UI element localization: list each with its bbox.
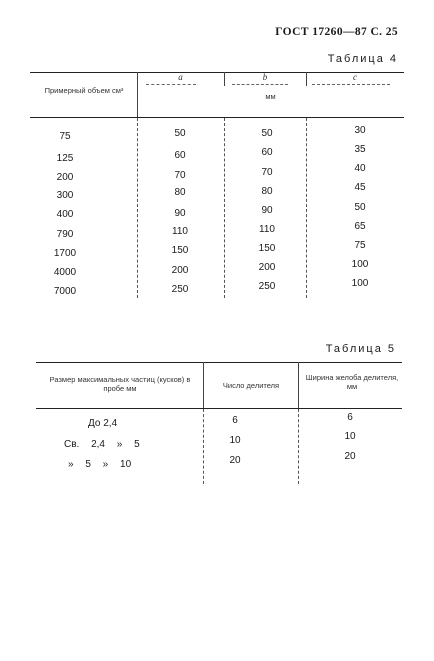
table5-cell-count: 10 [229, 435, 241, 446]
table4-body-divider-2 [224, 118, 225, 298]
table5-cell-width: 10 [344, 431, 356, 442]
table5-cell-size: » 5 » 10 [68, 459, 132, 470]
table4-cell-b: 200 [258, 262, 276, 273]
table5-body-divider-1 [203, 409, 204, 484]
table5-col-divider-2 [298, 362, 299, 408]
table4-cell-b: 60 [261, 147, 273, 158]
table5-cell-size: До 2,4 [88, 418, 118, 429]
table4-cell-a: 70 [174, 170, 186, 181]
table4-cell-c: 30 [354, 125, 366, 136]
table4-cell-volume: 75 [59, 131, 71, 142]
table5-body-divider-2 [298, 409, 299, 484]
table4-header-rule [30, 117, 404, 118]
table4-header-a: a [178, 72, 183, 82]
table4-cell-volume: 7000 [53, 286, 77, 297]
table4-header-c: c [353, 72, 357, 82]
table4-cell-c: 45 [354, 182, 366, 193]
table4-header-unit: мм [265, 92, 276, 101]
table5-cell-size: Св. 2,4 » 5 [64, 439, 140, 450]
table4-cell-c: 40 [354, 163, 366, 174]
table4-cell-c: 100 [351, 259, 369, 270]
table5-header-rule [36, 408, 402, 409]
table4-cell-volume: 200 [56, 172, 74, 183]
table4-cell-a: 250 [171, 284, 189, 295]
table4-cell-c: 65 [354, 221, 366, 232]
table4-cell-b: 110 [259, 224, 275, 235]
table4-subheader-rule-b [232, 84, 288, 85]
table4-cell-c: 75 [354, 240, 366, 251]
table4-cell-c: 100 [351, 278, 369, 289]
table5-top-rule [36, 362, 402, 363]
table4-body-divider-1 [137, 118, 138, 298]
table5-cell-count: 6 [232, 415, 238, 426]
table4-header-b: b [262, 72, 268, 82]
table5-header-slot-width: Ширина желоба делителя, мм [305, 373, 399, 391]
table4-cell-c: 35 [354, 144, 366, 155]
table4-cell-volume: 790 [56, 229, 74, 240]
table4-cell-a: 110 [172, 226, 188, 237]
table4-cell-b: 150 [258, 243, 276, 254]
table4-cell-a: 90 [174, 208, 186, 219]
table4-cell-a: 60 [174, 150, 186, 161]
table5-cell-width: 20 [344, 451, 356, 462]
table4-cell-volume: 125 [56, 153, 74, 164]
table5-caption: Таблица 5 [325, 343, 396, 355]
table5-cell-count: 20 [229, 455, 241, 466]
table4-cell-volume: 4000 [53, 267, 77, 278]
table4-subheader-rule-a [146, 84, 196, 85]
table4-caption: Таблица 4 [327, 53, 398, 65]
table4-cell-volume: 300 [56, 190, 74, 201]
table4-cell-b: 250 [258, 281, 276, 292]
table4-cell-volume: 400 [56, 209, 74, 220]
table5-cell-width: 6 [347, 412, 353, 423]
table4-subheader-rule-c [312, 84, 390, 85]
table4-body-divider-3 [306, 118, 307, 298]
table4-cell-b: 50 [261, 128, 273, 139]
table5-header-divider-count: Число делителя [222, 381, 280, 390]
table4-header-volume: Примерный объем см³ [44, 86, 124, 95]
table4-cell-b: 80 [261, 186, 273, 197]
table4-cell-b: 70 [261, 167, 273, 178]
table4-cell-b: 90 [261, 205, 273, 216]
table4-cell-volume: 1700 [53, 248, 77, 259]
table4-cell-a: 150 [171, 245, 189, 256]
table5-header-particle-size: Размер максимальных частиц (кусков) в пробе мм [49, 375, 191, 393]
table4-cell-a: 50 [174, 128, 186, 139]
table4-cell-a: 200 [171, 265, 189, 276]
table5-col-divider-1 [203, 362, 204, 408]
page-header: ГОСТ 17260—87 С. 25 [275, 26, 398, 38]
table4-cell-c: 50 [354, 202, 366, 213]
table4-cell-a: 80 [174, 187, 186, 198]
